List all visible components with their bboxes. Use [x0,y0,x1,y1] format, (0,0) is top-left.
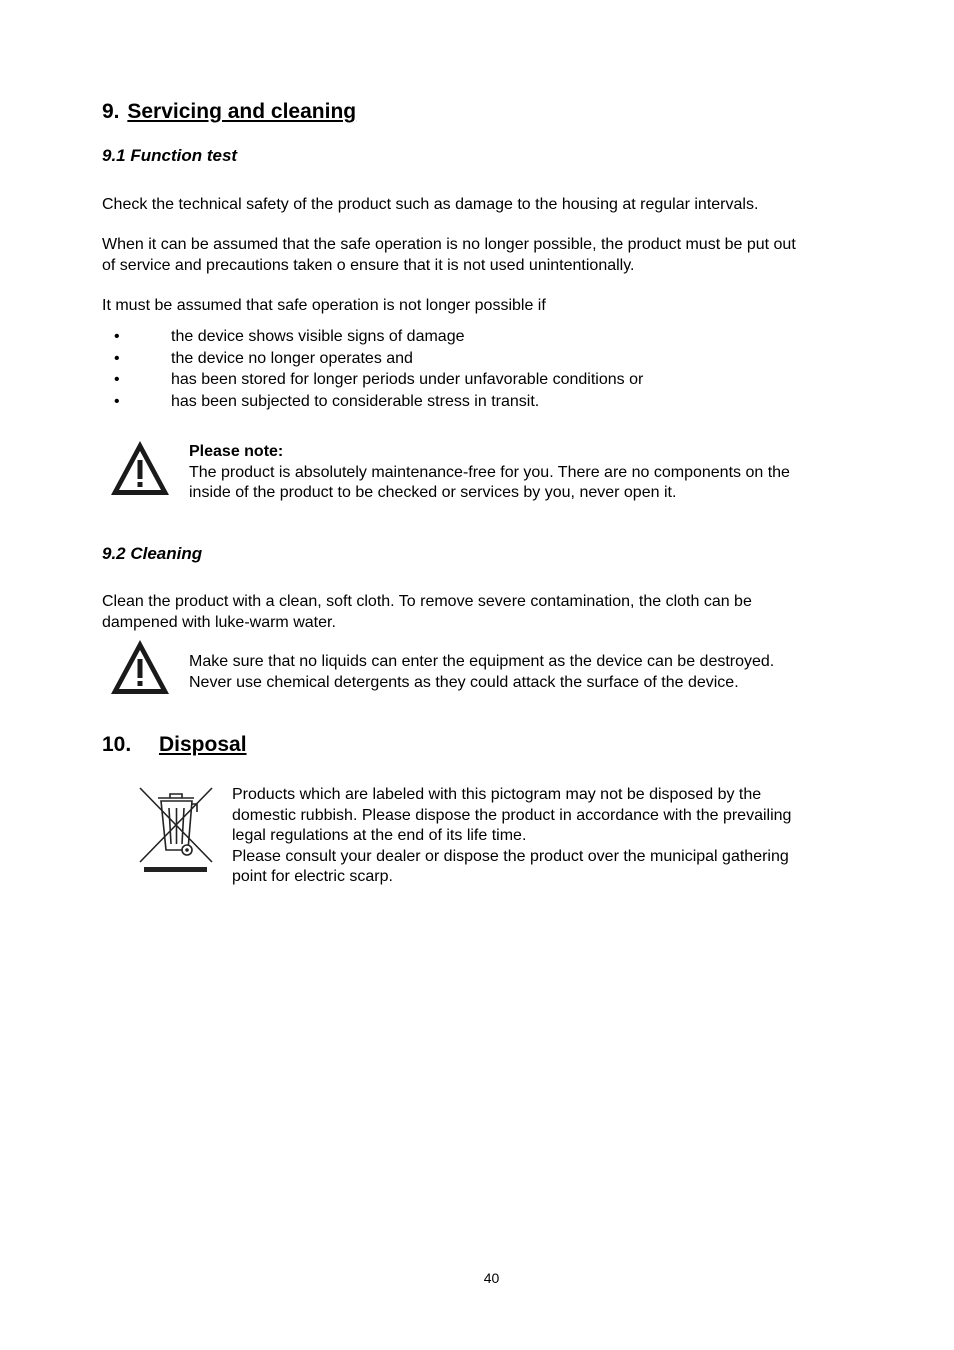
disposal-line: legal regulations at the end of its life time. [232,827,527,844]
section-10-title: Disposal [159,733,247,756]
warning-line: Never use chemical detergents as they could attack the surface of the device. [189,673,739,691]
disposal-line: Please consult your dealer or dispose the product over the municipal gathering [232,847,789,865]
bullet-text: has been subjected to considerable stress in transit. [171,392,540,410]
disposal-line: point for electric scarp. [232,868,393,885]
paragraph-safe-operation [102,234,796,276]
list-item [114,348,814,370]
bullet-dot: • [114,349,120,367]
disposal-line: domestic rubbish. Please dispose the product in accordance with the prevailing [232,806,792,824]
paragraph-safety-check: Check the technical safety of the product such as damage to the housing at regular intervals. [102,196,759,213]
list-item [114,391,814,413]
crossed-out-wheelie-bin-icon [136,784,216,876]
section-9-title: Servicing and cleaning [127,100,357,123]
warning-triangle-icon [108,438,172,498]
bullet-list [114,326,814,416]
subsection-9-1-title: 9.1 Function test [102,146,238,165]
paragraph-cleaning [102,591,752,633]
subsection-9-2-title: 9.2 Cleaning [102,544,203,563]
section-10-heading [102,732,131,758]
paragraph-line: dampened with luke-warm water. [102,614,336,631]
section-10-title-wrap [159,732,247,758]
liquid-warning [189,652,774,693]
bullet-dot: • [114,328,120,345]
bullet-dot: • [114,392,120,410]
note-title: Please note: [189,443,284,460]
note-line: inside of the product to be checked or services by you, never open it. [189,484,677,501]
disposal-text [232,785,791,888]
note-line: The product is absolutely maintenance-free for you. There are no components on the [189,463,790,481]
bullet-text: has been stored for longer periods under unfavorable conditions or [171,371,644,388]
bullet-dot: • [114,371,120,388]
paragraph-line: Clean the product with a clean, soft cloth. To remove severe contamination, the cloth can be [102,593,752,610]
section-9-heading [102,99,356,125]
paragraph-line: of service and precautions taken o ensure that it is not used unintentionally. [102,257,635,274]
warning-line: Make sure that no liquids can enter the equipment as the device can be destroyed. [189,653,775,670]
paragraph-line: When it can be assumed that the safe operation is no longer possible, the product must be put out [102,236,796,253]
section-10-number: 10. [102,733,132,756]
maintenance-note [189,442,790,504]
bullet-text: the device no longer operates and [171,349,413,367]
list-item [114,326,814,348]
section-9-number: 9. [102,100,120,123]
warning-triangle-icon [108,637,172,697]
list-item [114,369,814,391]
bullet-text: the device shows visible signs of damage [171,328,465,345]
disposal-line: Products which are labeled with this pictogram may not be disposed by the [232,786,762,803]
page-number: 40 [483,1270,500,1286]
paragraph-assumption: It must be assumed that safe operation is not longer possible if [102,297,546,314]
